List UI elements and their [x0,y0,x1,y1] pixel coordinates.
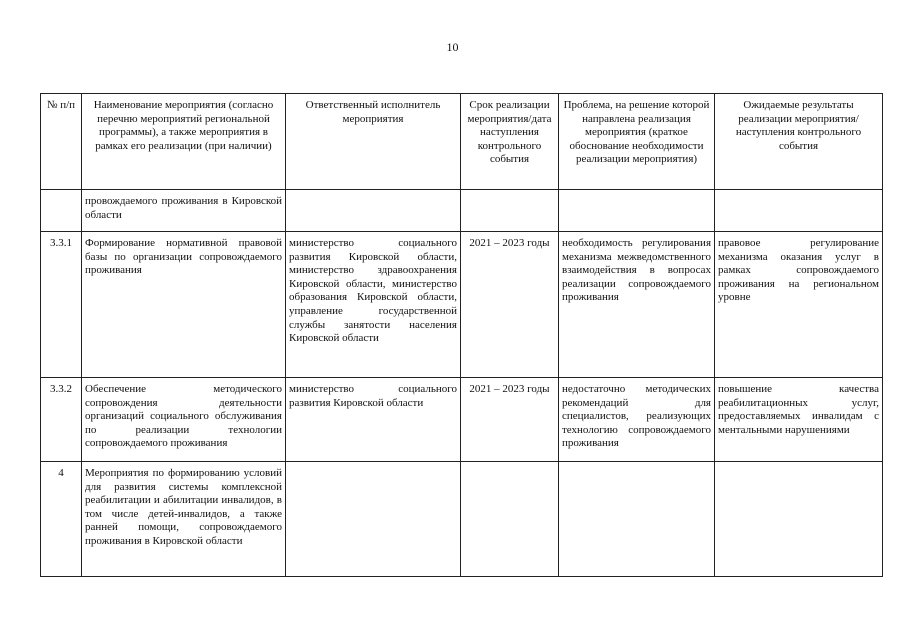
row-measure-name: Формирование нормативной правовой базы по организации сопровождаемого проживания [82,232,286,378]
header-result: Ожидаемые результаты реализации мероприятия/наступления контрольного события [715,94,883,190]
page-number: 10 [446,40,459,54]
row-number: 3.3.2 [41,378,82,462]
row-problem [559,190,715,232]
table-header-row [41,94,883,190]
row-problem: необходимость регулирования механизма межведомственного взаимодействия в вопросах реализации сопровождаемого проживания [559,232,715,378]
row-measure-name: Мероприятия по формированию условий для развития системы комплексной реабилитации и абилитации инвалидов, в том числе детей-инвалидов, а также ранней помощи, сопровождаемого проживания в Кировской области [82,462,286,577]
table-row [41,378,883,462]
header-number: № п/п [41,94,82,190]
row-number: 3.3.1 [41,232,82,378]
table-row [41,232,883,378]
header-executor: Ответственный исполнитель мероприятия [286,94,461,190]
row-measure-name: провождаемого проживания в Кировской области [82,190,286,232]
header-measure-name: Наименование мероприятия (согласно перечню мероприятий региональной программы), а также мероприятия в рамках его реализации (при наличии) [82,94,286,190]
row-term [461,190,559,232]
row-term: 2021 – 2023 годы [461,232,559,378]
row-term [461,462,559,577]
row-executor: министерство социального развития Кировской области [286,378,461,462]
row-problem: недостаточно методических рекомендаций для специалистов, реализующих технологию сопровождаемого проживания [559,378,715,462]
row-measure-name: Обеспечение методического сопровождения деятельности организаций социального обслуживания по реализации технологии сопровождаемого проживания [82,378,286,462]
header-term: Срок реализации мероприятия/дата наступления контрольного события [461,94,559,190]
row-result [715,462,883,577]
row-number: 4 [41,462,82,577]
table-row [41,190,883,232]
measures-table [40,93,883,577]
row-result [715,190,883,232]
row-term: 2021 – 2023 годы [461,378,559,462]
row-executor [286,462,461,577]
row-executor: министерство социального развития Кировской области, министерство здравоохранения Кировской области, министерство образования Кировской области, управление государственной службы занятости населения Кировской области [286,232,461,378]
row-number [41,190,82,232]
row-executor [286,190,461,232]
row-result: повышение качества реабилитационных услуг, предоставляемых инвалидам с ментальными нарушениями [715,378,883,462]
row-result: правовое регулирование механизма оказания услуг в рамках сопровождаемого проживания на региональном уровне [715,232,883,378]
row-problem [559,462,715,577]
header-problem: Проблема, на решение которой направлена реализация мероприятия (краткое обоснование необходимости реализации мероприятия) [559,94,715,190]
table-row [41,462,883,577]
